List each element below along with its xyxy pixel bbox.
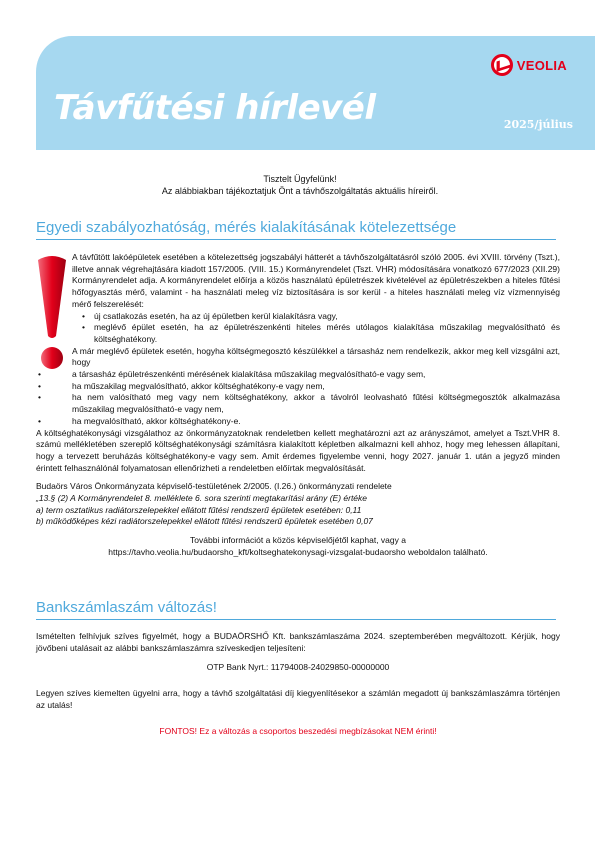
issue-date: 2025/július <box>503 118 573 131</box>
section-title-metering: Egyedi szabályozhatóság, mérés kialakításának kötelezettsége <box>36 219 556 240</box>
section2-body <box>36 630 560 737</box>
decree-quote: „13.§ (2) A Kormányrendelet 8. melléklete 6. sora szerinti megtakarítási arány (E) értéke <box>36 493 368 504</box>
list-item: • ha megvalósítható, akkor költséghatékony-e. <box>36 416 560 428</box>
greeting-intro: Az alábbiakban tájékoztatjuk Önt a távhőszolgáltatás aktuális híreiről. <box>161 186 439 196</box>
greeting-salutation: Tisztelt Ügyfelünk! <box>263 174 337 184</box>
greeting <box>40 173 560 197</box>
newsletter-header <box>36 36 595 150</box>
section1-body <box>36 252 560 559</box>
more-info: További információt a közös képviselőjétől kaphat, vagy a <box>190 535 406 546</box>
list-item: • a társasház épületrészenkénti mérésének kialakítása műszakilag megvalósítható-e vagy sem, <box>36 369 560 381</box>
more-info-link[interactable]: https://tavho.veolia.hu/budaorsho_kft/koltseghatekonysagi-vizsgalat-budaorsho weboldalon található. <box>108 546 488 557</box>
section1-inner-list <box>36 311 560 346</box>
section1-intro: A távfűtött lakóépületek esetében a kötelezettség jogszabályi hátterét a távhőszolgáltatásról szóló 2005. évi XVIII. törvény (Tszt.), illetve annak végrehajtására kiadott 157/2005. (VIII. 15.) Kormányrendelet (Tszt. VHR) módosítására vonatkozó 677/2023 (XII.29) Kormányrendelet adja. A kormányrendelet előírja a közös használatú épületrészek kivételével az épületrészekben a hiteles fűtési hőfogyasztás mérő, valamint - ha használati meleg víz biztosítására is sor kerül - a hiteles használati meleg víz vízmennyiség mérő felszerelését: <box>72 252 560 309</box>
section1-outer-list <box>36 369 560 428</box>
list-item: • ha nem valósítható meg vagy nem költséghatékony, akkor a távolról leolvasható fűtési költségmegosztók alkalmazása műszakilag megvalósítható-e vagy nem, <box>36 392 560 415</box>
section-title-bank-account: Bankszámlaszám változás! <box>36 599 556 620</box>
decree-item-a: a) term osztatikus radiátorszelepekkel ellátott fűtési rendszerű épületek esetében: 0,11 <box>36 504 362 515</box>
list-item: • új csatlakozás esetén, ha az új épületben kerül kialakításra vagy, <box>82 311 560 323</box>
veolia-logo-icon <box>491 54 513 76</box>
section2-para2: Legyen szíves kiemelten ügyelni arra, hogy a távhő szolgáltatási díj kiegyenlítésekor a számlán megadott új bankszámlaszámra történjen az utalás! <box>36 688 560 710</box>
section2-para1: Ismételten felhívjuk szíves figyelmét, hogy a BUDAÖRSHŐ Kft. bankszámlaszáma 2024. szeptemberében megváltozott. Kérjük, hogy jövőbeni utalásait az alábbi bankszámlaszámra szíveskedjen teljesíteni: <box>36 631 560 653</box>
section1-para2: A már meglévő épületek esetén, hogyha költségmegosztó készülékkel a társasház nem rendelkezik, akkor meg kell vizsgálni azt, hogy <box>72 345 560 368</box>
decree-line: Budaörs Város Önkormányzata képviselő-testületének 2/2005. (I.26.) önkormányzati rendelete <box>36 481 392 492</box>
important-notice: FONTOS! Ez a változás a csoportos beszedési megbízásokat NEM érinti! <box>159 726 437 736</box>
list-item: • ha műszakilag megvalósítható, akkor költséghatékony-e vagy nem, <box>36 381 560 393</box>
bank-account-number: OTP Bank Nyrt.: 11794008-24029850-00000000 <box>206 662 390 672</box>
veolia-logo <box>491 54 567 76</box>
list-item: • meglévő épület esetén, ha az épületrészenkénti hiteles mérés utólagos kialakítása műszakilag megvalósítható és költséghatékony. <box>82 322 560 345</box>
logo-text: VEOLIA <box>516 57 567 73</box>
newsletter-title: Távfűtési hírlevél <box>54 88 376 128</box>
decree-item-b: b) működőképes kézi radiátorszelepekkel ellátott fűtési rendszerű épületek esetében 0,07 <box>36 516 373 527</box>
section1-para3: A költséghatékonysági vizsgálathoz az önkormányzatoknak rendeletben kellett meghatározni azt az arányszámot, amelyet a Tszt.VHR 8. számú mellékletében szereplő költséghatékonysági számításra kialakított képletben alkalmazni kell ahhoz, hogy meg lehessen állapítani, hogy a tervezett beruházás költséghatékony-e vagy sem. Amit érdemes figyelembe venni, hogy 2027. január 1. után a jegyző minden érintett felhasználónál folyamatosan ellenőrizheti a rendeletben előírtak megvalósítását. <box>36 427 560 473</box>
